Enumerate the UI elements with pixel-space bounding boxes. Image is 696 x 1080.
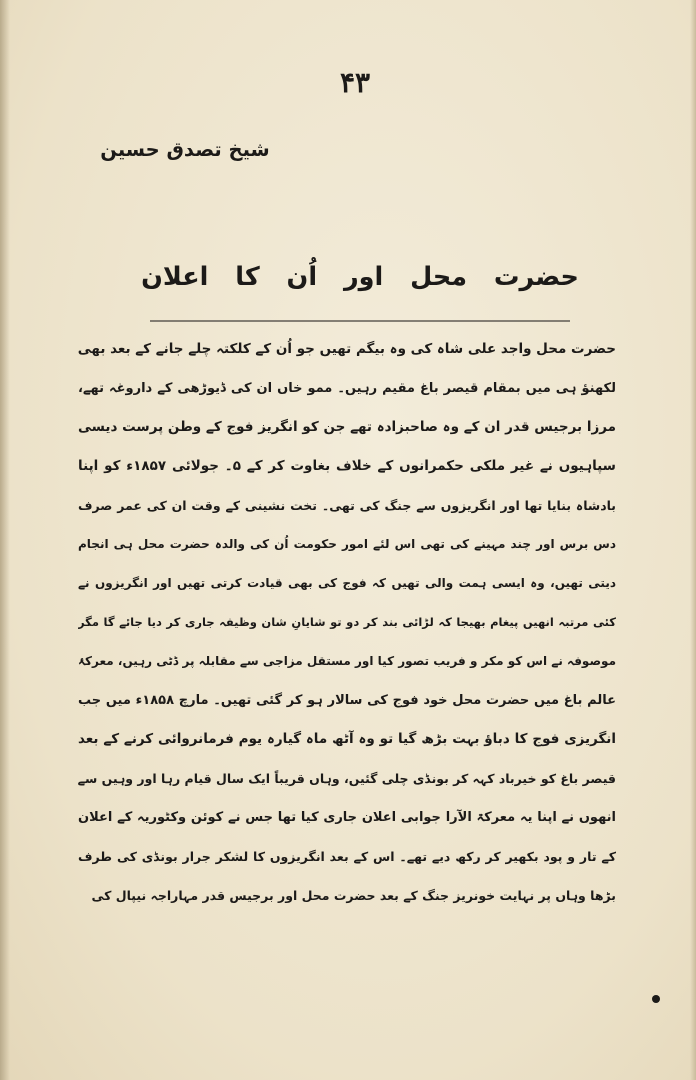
page-right-edge-shadow (690, 0, 696, 1080)
text-line: قیصر باغ کو خیرباد کہہ کر بونڈی چلی گئیں، وہاں قریباً ایک سال قیام رہا اور وہیں سے (78, 771, 616, 786)
text-line: دیتی تھیں، وہ ایسی ہمت والی تھیں کہ فوج کی بھی قیادت کرتی تھیں اور انگریزوں نے (78, 576, 616, 590)
text-line: مرزا برجیس قدر ان کے وہ صاحبزادہ تھے جن کو انگریز فوج کے وطن پرست دیسی (78, 419, 616, 435)
text-line: لکھنؤ ہی میں بمقام قیصر باغ مقیم رہیں۔ ممو خاں ان کی ڈیوڑھی کے داروغہ تھے، (78, 381, 616, 396)
text-line: انھوں نے اپنا یہ معرکۃ الآرا جوابی اعلان جاری کیا تھا جس نے کوئن وکٹوریہ کے اعلان (78, 810, 616, 825)
body-text (78, 330, 616, 915)
margin-dot (652, 995, 660, 1003)
chapter-title: حضرت محل اور اُن کا اعلان (141, 262, 579, 292)
text-line: بادشاہ بنایا تھا اور انگریزوں سے جنگ کی تھی۔ تخت نشینی کے وقت ان کی عمر صرف (78, 498, 616, 513)
text-line: انگریزی فوج کا دباؤ بہت بڑھ گیا تو وہ آٹھ ماہ گیارہ یوم فرمانروائی کرنے کے بعد (78, 731, 616, 747)
text-line: بڑھا وہاں پر نہایت خونریز جنگ کے بعد حضرت محل اور برجیس قدر مہاراجہ نیپال کی (91, 888, 616, 903)
page-number: ۴۳ (339, 66, 371, 99)
text-line: کئی مرتبہ انھیں پیغام بھیجا کہ لڑائی بند کر دو تو شایانِ شان وظیفہ جاری کر دیا جائے گا مگر (78, 615, 616, 629)
text-line: حضرت محل واجد علی شاہ کی وہ بیگم تھیں جو اُن کے کلکتہ چلے جانے کے بعد بھی (78, 341, 616, 357)
text-line: دس برس اور چند مہینے کی تھی اس لئے امور حکومت اُن کی والدہ حضرت محل ہی انجام (78, 537, 616, 551)
page-left-edge-shadow (0, 0, 10, 1080)
text-line: موصوفہ نے اس کو مکر و فریب تصور کیا اور مستقل مزاجی سے مقابلہ پر ڈٹی رہیں، معرکۂ (78, 654, 616, 668)
author-name: شیخ تصدق حسین (100, 138, 270, 161)
text-line: عالم باغ میں حضرت محل خود فوج کی سالار ہو کر گئی تھیں۔ مارچ ۱۸۵۸ء میں جب (78, 693, 616, 708)
title-underline (150, 320, 570, 322)
text-line: سپاہیوں نے غیر ملکی حکمرانوں کے خلاف بغاوت کر کے ۵۔ جولائی ۱۸۵۷ء کو اپنا (78, 458, 616, 474)
text-line: کے تار و پود بکھیر کر رکھ دیے تھے۔ اس کے بعد انگریزوں کا لشکر جرار بونڈی کی طرف (78, 849, 616, 864)
